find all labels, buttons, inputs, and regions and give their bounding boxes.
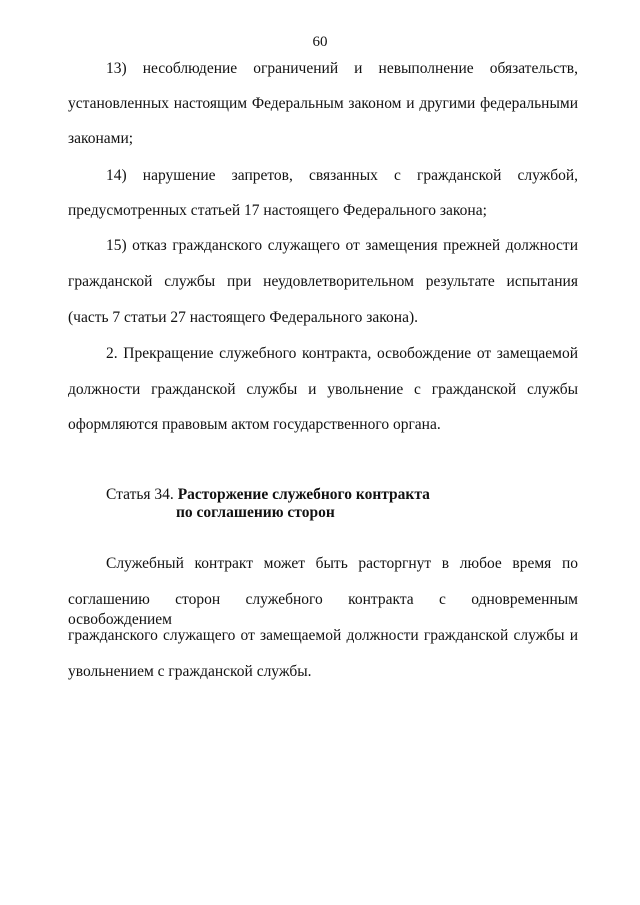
page-number: 60 xyxy=(312,34,328,50)
item-13-line-2: установленных настоящим Федеральным законом и другими федеральными xyxy=(68,95,578,112)
para-2-line-1: 2. Прекращение служебного контракта, освобождение от замещаемой xyxy=(106,345,578,362)
article-34-title-line-2: по соглашению сторон xyxy=(176,504,335,521)
item-13-line-3: законами; xyxy=(68,130,134,147)
item-14-line-2: предусмотренных статьей 17 настоящего Федерального закона; xyxy=(68,202,487,219)
para-2-line-2: должности гражданской службы и увольнение с гражданской службы xyxy=(68,381,578,398)
item-13-line-1: 13) несоблюдение ограничений и невыполнение обязательств, xyxy=(106,60,578,77)
article-34-text-line-4: увольнением с гражданской службы. xyxy=(68,663,312,680)
article-34-heading xyxy=(106,485,430,505)
item-15-line-3: (часть 7 статьи 27 настоящего Федерального закона). xyxy=(68,309,418,326)
item-15-line-2: гражданской службы при неудовлетворительном результате испытания xyxy=(68,273,578,290)
item-14-line-1: 14) нарушение запретов, связанных с гражданской службой, xyxy=(106,167,578,184)
article-34-prefix: Статья 34. xyxy=(106,486,174,503)
para-2-line-3: оформляются правовым актом государственного органа. xyxy=(68,416,441,433)
article-34-text-line-3: гражданского служащего от замещаемой должности гражданской службы и xyxy=(68,627,578,644)
article-34-text-line-1: Служебный контракт может быть расторгнут в любое время по xyxy=(106,555,578,572)
article-34-title-line-2-wrap xyxy=(176,503,335,523)
article-34-text-line-2: соглашению сторон служебного контракта с одновременным освобождением xyxy=(68,591,578,628)
article-34-title-line-1: Расторжение служебного контракта xyxy=(177,486,430,503)
item-15-line-1: 15) отказ гражданского служащего от замещения прежней должности xyxy=(106,237,578,254)
